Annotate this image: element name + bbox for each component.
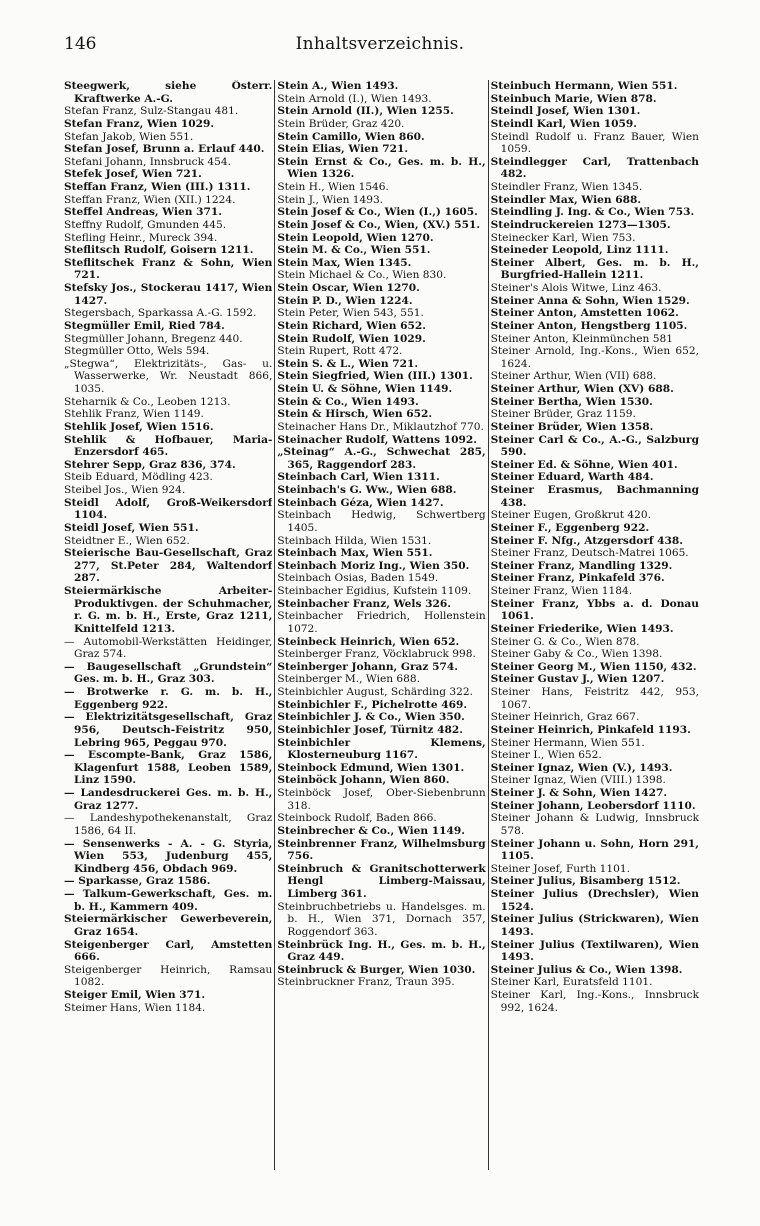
index-entry: Stefani Johann, Innsbruck 454. (64, 155, 231, 168)
index-entry: Stein Josef & Co., Wien, (XV.) 551. (277, 218, 481, 231)
index-entry: Steimer Hans, Wien 1184. (64, 1001, 206, 1014)
index-entry: — Talkum-Gewerkschaft, Ges. m. b. H., Kammern 409. (64, 888, 273, 913)
index-entry: Stehlik Josef, Wien 1516. (64, 420, 214, 433)
index-entry: Steinbichler August, Schärding 322. (277, 686, 473, 698)
index-entry: Steinbrenner Franz, Wilhelmsburg 756. (277, 837, 486, 863)
index-entry: — Elektrizitätsgesellschaft, Graz 956, Deutsch-Feistritz 950, Lebring 965, Peggau 970. (64, 711, 273, 749)
index-entry: Stein A., Wien 1493. (277, 80, 399, 92)
index-entry: Stegmüller Otto, Wels 594. (64, 345, 210, 358)
index-entry: Steflitsch Rudolf, Goisern 1211. (64, 244, 254, 257)
index-entry: Steiner Julius, Bisamberg 1512. (490, 875, 681, 888)
index-entry: Steegwerk, siehe Österr. Kraftwerke A.-G. (64, 80, 273, 105)
index-entry: Steiner Karl, Euratsfeld 1101. (490, 976, 653, 989)
index-entry: Steiner Franz, Deutsch-Matrei 1065. (490, 547, 689, 560)
index-entry: Steiner Julius & Co., Wien 1398. (490, 963, 683, 976)
index-column-3 (491, 80, 699, 1210)
index-entry: Steiner Hermann, Wien 551. (490, 736, 645, 749)
index-entry: Steinberger Johann, Graz 574. (277, 660, 458, 673)
index-entry: Steiner Ignaz, Wien (VIII.) 1398. (490, 774, 666, 787)
index-entry: Steinacher Hans Dr., Miklautzhof 770. (277, 420, 484, 433)
index-entry: Steiner Johann u. Sohn, Horn 291, 1105. (490, 837, 699, 863)
index-entry: Steinberger M., Wien 688. (277, 673, 421, 686)
index-entry: Steineder Leopold, Linz 1111. (490, 244, 669, 257)
index-entry: Steiner Julius (Drechsler), Wien 1524. (490, 888, 699, 913)
index-entry: Stefan Josef, Brunn a. Erlauf 440. (64, 143, 265, 156)
index-entry: Steiner Bertha, Wien 1530. (490, 395, 653, 408)
page-number: 146 (64, 34, 97, 54)
index-entry: Steiner Erasmus, Bachmanning 438. (490, 484, 699, 509)
index-entry: Stein Josef & Co., Wien (I.,) 1605. (277, 206, 478, 219)
index-entry: Steinbach Géza, Wien 1427. (277, 496, 444, 509)
index-entry: Steinbach Hedwig, Schwertberg 1405. (277, 509, 486, 534)
index-entry: — Escompte-Bank, Graz 1586, Klagenfurt 1588, Leoben 1589, Linz 1590. (64, 749, 273, 787)
index-entry: Stein U. & Söhne, Wien 1149. (277, 383, 453, 395)
index-entry: Steiner Julius (Strickwaren), Wien 1493. (490, 913, 699, 938)
index-entry: Steindruckereien 1273—1305. (490, 218, 671, 231)
index-entry: Stefsky Jos., Stockerau 1417, Wien 1427. (64, 282, 273, 307)
index-entry: Steiner Johann, Leobersdorf 1110. (490, 799, 696, 812)
index-entry: Steharnik & Co., Leoben 1213. (64, 395, 231, 408)
index-entry: — Sparkasse, Graz 1586. (64, 875, 211, 888)
index-entry: Steiner Julius (Textilwaren), Wien 1493. (490, 938, 699, 964)
index-entry: Steinbruch & Granitschotterwerk Hengl Limberg-Maissau, Limberg 361. (277, 862, 486, 900)
index-entry: Stein Rupert, Rott 472. (277, 345, 403, 358)
index-entry: Stein Arnold (I.), Wien 1493. (277, 92, 432, 105)
index-entry: Stein Rudolf, Wien 1029. (277, 332, 426, 345)
index-entry: Steinecker Karl, Wien 753. (490, 231, 636, 244)
index-entry: Steinböck Josef, Ober-Siebenbrunn 318. (277, 787, 486, 812)
index-entry: Steiner Johann & Ludwig, Innsbruck 578. (490, 812, 699, 837)
index-entry: Stefek Josef, Wien 721. (64, 168, 202, 181)
index-entry: Steindlegger Carl, Trattenbach 482. (490, 155, 699, 181)
index-entry: Steiner Anton, Amstetten 1062. (490, 307, 679, 320)
index-entry: Steindl Rudolf u. Franz Bauer, Wien 1059. (490, 130, 699, 156)
index-entry: Steinbacher Egidius, Kufstein 1109. (277, 585, 472, 597)
index-entry: Stehlik & Hofbauer, Maria-Enzersdorf 465. (64, 433, 273, 459)
index-entry: Stein Michael & Co., Wien 830. (277, 269, 447, 282)
index-entry: Stein Peter, Wien 543, 551. (277, 307, 424, 320)
index-entry: „Steinag“ A.-G., Schwechat 285, 365, Raggendorf 283. (277, 446, 486, 471)
index-entry: Steffan Franz, Wien (III.) 1311. (64, 181, 251, 193)
index-entry: Steinberger Franz, Vöcklabruck 998. (277, 648, 476, 661)
index-entry: Steiner Ignaz, Wien (V.), 1493. (490, 761, 673, 774)
index-entry: Steiner's Alois Witwe, Linz 463. (490, 282, 662, 294)
index-entry: Steiner Anton, Hengstberg 1105. (490, 319, 688, 332)
index-entry: Stein Elias, Wien 721. (277, 143, 409, 156)
index-entry: Stefan Franz, Wien 1029. (64, 117, 215, 130)
index-entry: — Baugesellschaft „Grundstein“ Ges. m. b. H., Graz 303. (64, 660, 273, 686)
index-entry: Steiner J. & Sohn, Wien 1427. (490, 787, 668, 799)
index-entry: Steiner Gustav J., Wien 1207. (490, 673, 665, 686)
index-entry: Steiner Carl & Co., A.-G., Salzburg 590. (490, 433, 699, 459)
index-entry: Stein & Co., Wien 1493. (277, 395, 419, 408)
index-entry: Steinbach's G. Ww., Wien 688. (277, 484, 457, 496)
index-entry: Stein & Hirsch, Wien 652. (277, 408, 433, 421)
index-entry: Steinbichler Josef, Türnitz 482. (277, 723, 463, 736)
index-entry: Steidl Josef, Wien 551. (64, 521, 199, 534)
index-entry: Steiner I., Wien 652. (490, 749, 602, 762)
index-entry: Stefan Jakob, Wien 551. (64, 130, 194, 143)
column-divider (274, 80, 275, 1170)
index-entry: Stein S. & L., Wien 721. (277, 357, 419, 370)
index-entry: Steiner Franz, Pinkafeld 376. (490, 572, 665, 585)
index-entry: Stegmüller Johann, Bregenz 440. (64, 332, 243, 345)
index-entry: Steiner Anna & Sohn, Wien 1529. (490, 294, 690, 307)
index-entry: Steiner Franz, Ybbs a. d. Donau 1061. (490, 597, 699, 623)
index-entry: Steiner Friederike, Wien 1493. (490, 622, 674, 635)
index-entry: Stegersbach, Sparkassa A.-G. 1592. (64, 307, 257, 320)
index-entry: Steinbichler Klemens, Klosterneuburg 1167. (277, 736, 486, 762)
index-entry: Stein Siegfried, Wien (III.) 1301. (277, 370, 473, 383)
index-entry: Steindling J. Ing. & Co., Wien 753. (490, 206, 695, 219)
index-entry: Steinacher Rudolf, Wattens 1092. (277, 433, 477, 446)
index-entry: Stein H., Wien 1546. (277, 181, 389, 193)
index-entry: Steiner Brüder, Wien 1358. (490, 420, 654, 433)
index-entry: Steiner F., Eggenberg 922. (490, 521, 650, 534)
index-entry: Steindl Karl, Wien 1059. (490, 117, 637, 130)
index-entry: Steiner Heinrich, Graz 667. (490, 711, 640, 724)
index-column-2 (277, 80, 485, 1210)
index-entry: Steffan Franz, Wien (XII.) 1224. (64, 193, 236, 206)
index-entry: Steffel Andreas, Wien 371. (64, 206, 222, 219)
index-entry: Steiner Hans, Feistritz 442, 953, 1067. (490, 686, 699, 711)
index-entry: Steinbach Max, Wien 551. (277, 547, 433, 560)
index-columns (64, 80, 699, 1210)
index-entry: Steinbeck Heinrich, Wien 652. (277, 635, 460, 648)
index-entry: Stein Oscar, Wien 1270. (277, 282, 420, 294)
index-entry: Steib Eduard, Mödling 423. (64, 471, 213, 484)
index-entry: Steinbach Moriz Ing., Wien 350. (277, 559, 470, 572)
index-entry: Stein Camillo, Wien 860. (277, 130, 425, 143)
index-entry: Steiermärkischer Gewerbeverein, Graz 1654. (64, 913, 273, 938)
index-entry: Steinböck Johann, Wien 860. (277, 774, 450, 787)
index-entry: Steiner Karl, Ing.-Kons., Innsbruck 992, 1624. (490, 989, 699, 1014)
index-entry: Steiner Albert, Ges. m. b. H., Burgfried-Hallein 1211. (490, 256, 699, 282)
index-entry: Steinbruchbetriebs u. Handelsges. m. b. H., Wien 371, Dornach 357, Roggendorf 363. (277, 900, 486, 938)
index-entry: Steigenberger Heinrich, Ramsau 1082. (64, 963, 273, 989)
index-entry: Steiner Franz, Wien 1184. (490, 585, 633, 597)
index-entry: Steindler Max, Wien 688. (490, 193, 642, 206)
index-entry: Steindl Josef, Wien 1301. (490, 105, 641, 118)
index-entry: Steiger Emil, Wien 371. (64, 989, 206, 1001)
index-entry: Steinbuch Hermann, Wien 551. (490, 80, 678, 92)
page-header (64, 34, 696, 58)
index-entry: Steinbuch Marie, Wien 878. (490, 92, 657, 105)
index-entry: Stein Max, Wien 1345. (277, 256, 412, 269)
index-entry: — Landesdruckerei Ges. m. b. H., Graz 1277. (64, 787, 273, 812)
index-entry: Steinbach Carl, Wien 1311. (277, 471, 440, 484)
page-title: Inhaltsverzeichnis. (295, 34, 465, 54)
index-entry: Steinbrecher & Co., Wien 1149. (277, 824, 465, 837)
index-entry: Stein Brüder, Graz 420. (277, 117, 405, 130)
index-entry: Steindler Franz, Wien 1345. (490, 181, 643, 193)
index-entry: Steidtner E., Wien 652. (64, 534, 190, 547)
index-entry: Steinbacher Franz, Wels 326. (277, 597, 451, 610)
index-entry: Steinbichler J. & Co., Wien 350. (277, 711, 465, 724)
index-entry: Steinbach Hilda, Wien 1531. (277, 534, 432, 547)
index-entry: Steinbruckner Franz, Traun 395. (277, 976, 455, 989)
index-entry: Steidl Adolf, Groß-Weikersdorf 1104. (64, 496, 273, 522)
index-entry: Steiner Brüder, Graz 1159. (490, 408, 636, 421)
index-entry: Steiner Georg M., Wien 1150, 432. (490, 660, 697, 673)
index-entry: Steiermärkische Arbeiter-Produktivgen. der Schuhmacher, r. G. m. b. H., Erste, Graz 1211, Knittelfeld 1213. (64, 585, 273, 635)
index-entry: Stein J., Wien 1493. (277, 193, 384, 206)
index-entry: Steinbruck & Burger, Wien 1030. (277, 963, 476, 976)
index-entry: Steiner Arnold, Ing.-Kons., Wien 652, 1624. (490, 345, 699, 370)
index-entry: Steiner Franz, Mandling 1329. (490, 559, 673, 572)
index-entry: — Automobil-Werkstätten Heidinger, Graz 574. (64, 635, 273, 661)
index-entry: Steinbock Edmund, Wien 1301. (277, 761, 465, 774)
index-entry: Steiner Eduard, Warth 484. (490, 471, 654, 484)
index-entry: Steinbach Osias, Baden 1549. (277, 572, 439, 585)
index-entry: Stefan Franz, Sulz-Stangau 481. (64, 105, 239, 118)
index-entry: Stehlik Franz, Wien 1149. (64, 408, 204, 421)
index-entry: Steffny Rudolf, Gmunden 445. (64, 218, 227, 231)
index-entry: Stein Ernst & Co., Ges. m. b. H., Wien 1326. (277, 155, 486, 181)
index-entry: Stein Leopold, Wien 1270. (277, 231, 434, 244)
index-entry: Steflitschek Franz & Sohn, Wien 721. (64, 256, 273, 282)
index-entry: Stehrer Sepp, Graz 836, 374. (64, 458, 236, 471)
index-entry: — Sensenwerks - A. - G. Styria, Wien 553, Judenburg 455, Kindberg 456, Obdach 969. (64, 837, 273, 875)
index-entry: Steiner Ed. & Söhne, Wien 401. (490, 458, 678, 471)
index-entry: Stein Richard, Wien 652. (277, 319, 426, 332)
index-entry: Steiner F. Nfg., Atzgersdorf 438. (490, 534, 683, 547)
index-entry: Stein M. & Co., Wien 551. (277, 244, 431, 257)
index-entry: Stegmüller Emil, Ried 784. (64, 319, 225, 332)
index-entry: Stein Arnold (II.), Wien 1255. (277, 105, 454, 118)
index-entry: — Brotwerke r. G. m. b. H., Eggenberg 922. (64, 686, 273, 711)
index-entry: Steinbichler F., Pichelrotte 469. (277, 698, 468, 711)
index-entry: Steigenberger Carl, Amstetten 666. (64, 938, 273, 964)
column-divider (488, 80, 489, 1170)
index-entry: Steiner Heinrich, Pinkafeld 1193. (490, 723, 691, 736)
index-column-1 (64, 80, 272, 1210)
index-entry: Steiner G. & Co., Wien 878. (490, 635, 640, 648)
index-entry: Steiner Gaby & Co., Wien 1398. (490, 648, 663, 661)
index-entry: Stein P. D., Wien 1224. (277, 294, 413, 307)
index-entry: Steiner Arthur, Wien (VII) 688. (490, 370, 657, 383)
index-entry: „Stegwa“, Elektrizitäts-, Gas- u. Wasserwerke, Wr. Neustadt 866, 1035. (64, 357, 273, 395)
index-entry: Steierische Bau-Gesellschaft, Graz 277, St.Peter 284, Waltendorf 287. (64, 547, 273, 585)
index-entry: Steiner Josef, Furth 1101. (490, 862, 630, 875)
index-entry: Steiner Arthur, Wien (XV) 688. (490, 383, 674, 395)
index-entry: Steiner Anton, Kleinmünchen 581 (490, 332, 673, 345)
index-entry: Steinbacher Friedrich, Hollenstein 1072. (277, 610, 486, 635)
index-entry: Stefling Heinr., Mureck 394. (64, 231, 218, 244)
index-entry: Steiner Eugen, Großkrut 420. (490, 509, 652, 522)
index-entry: — Landeshypothekenanstalt, Graz 1586, 64 II. (64, 812, 273, 837)
index-entry: Steinbock Rudolf, Baden 866. (277, 812, 437, 825)
index-entry: Steibel Jos., Wien 924. (64, 484, 186, 496)
index-entry: Steinbrück Ing. H., Ges. m. b. H., Graz 449. (277, 938, 486, 964)
